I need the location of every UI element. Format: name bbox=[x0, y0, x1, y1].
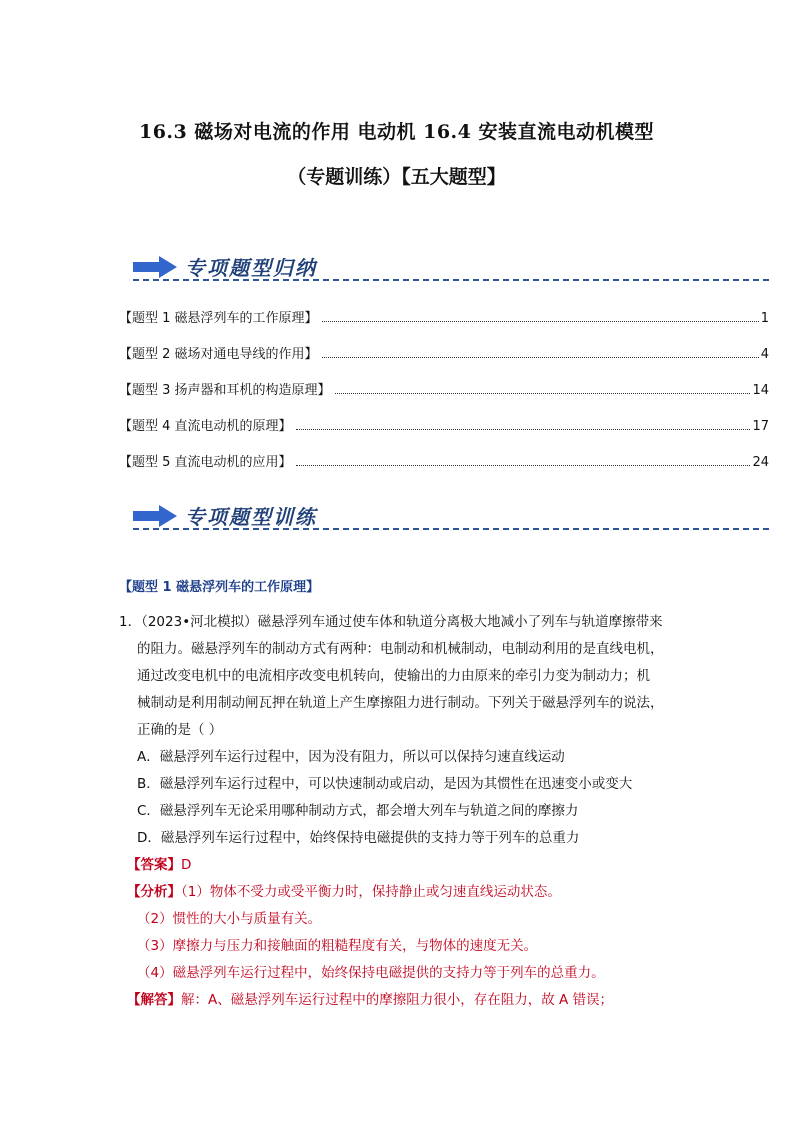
toc-page-number: 14 bbox=[752, 383, 769, 398]
option-c: C．磁悬浮列车无论采用哪种制动方式，都会增大列车与轨道之间的摩擦力 bbox=[137, 803, 579, 819]
question-block bbox=[119, 0, 769, 1123]
option-b: B．磁悬浮列车运行过程中，可以快速制动或启动，是因为其惯性在迅速变小或变大 bbox=[137, 776, 633, 792]
solution-text: 解：A、磁悬浮列车运行过程中的摩擦阻力很小，存在阻力，故 A 错误； bbox=[181, 992, 614, 1008]
analysis-line bbox=[127, 879, 561, 906]
answer-line bbox=[127, 852, 191, 879]
question-text-line: 的阻力。磁悬浮列车的制动方式有两种：电制动和机械制动，电制动利用的是直线电机， bbox=[137, 641, 664, 657]
document-subtitle: （专题训练）【五大题型】 bbox=[287, 166, 506, 188]
analysis-text: （3）摩擦力与压力和接触面的粗糙程度有关，与物体的速度无关。 bbox=[137, 938, 538, 954]
toc-label: 【题型 2 磁场对通电导线的作用】 bbox=[119, 347, 318, 362]
option-a: A．磁悬浮列车运行过程中，因为没有阻力，所以可以保持匀速直线运动 bbox=[137, 749, 565, 765]
toc-label: 【题型 3 扬声器和耳机的构造原理】 bbox=[119, 383, 331, 398]
toc-label: 【题型 1 磁悬浮列车的工作原理】 bbox=[119, 311, 318, 326]
question-text-line: 1．（2023•河北模拟）磁悬浮列车通过使车体和轨道分离极大地减小了列车与轨道摩擦带来 bbox=[119, 614, 663, 630]
analysis-text: （1）物体不受力或受平衡力时，保持静止或匀速直线运动状态。 bbox=[181, 884, 561, 900]
banner-title: 专项题型归纳 bbox=[185, 256, 317, 280]
question-text-line: 正确的是（ ） bbox=[137, 722, 223, 738]
question-text-line: 械制动是利用制动闸瓦押在轨道上产生摩擦阻力进行制动。下列关于磁悬浮列车的说法， bbox=[137, 695, 664, 711]
analysis-text: （4）磁悬浮列车运行过程中，始终保持电磁提供的支持力等于列车的总重力。 bbox=[137, 965, 605, 981]
option-d: D．磁悬浮列车运行过程中，始终保持电磁提供的支持力等于列车的总重力 bbox=[137, 830, 580, 846]
toc-label: 【题型 5 直流电动机的应用】 bbox=[119, 455, 292, 470]
answer-value: D bbox=[181, 857, 192, 873]
analysis-tag: 【分析】 bbox=[127, 884, 181, 900]
toc-page-number: 1 bbox=[760, 311, 769, 326]
question-text-line: 通过改变电机中的电流相序改变电机转向，使输出的力由原来的牵引力变为制动力；机 bbox=[137, 668, 650, 684]
section-heading: 【题型 1 磁悬浮列车的工作原理】 bbox=[119, 580, 320, 595]
toc-page-number: 17 bbox=[752, 419, 769, 434]
toc-page-number: 24 bbox=[752, 455, 769, 470]
toc-page-number: 4 bbox=[760, 347, 769, 362]
solution-line bbox=[127, 987, 613, 1014]
answer-tag: 【答案】 bbox=[127, 857, 181, 873]
banner-title: 专项题型训练 bbox=[185, 505, 317, 529]
document-title: 16.3 磁场对电流的作用 电动机 16.4 安装直流电动机模型 bbox=[138, 121, 654, 143]
solution-tag: 【解答】 bbox=[127, 992, 181, 1008]
analysis-text: （2）惯性的大小与质量有关。 bbox=[137, 911, 322, 927]
toc-label: 【题型 4 直流电动机的原理】 bbox=[119, 419, 292, 434]
